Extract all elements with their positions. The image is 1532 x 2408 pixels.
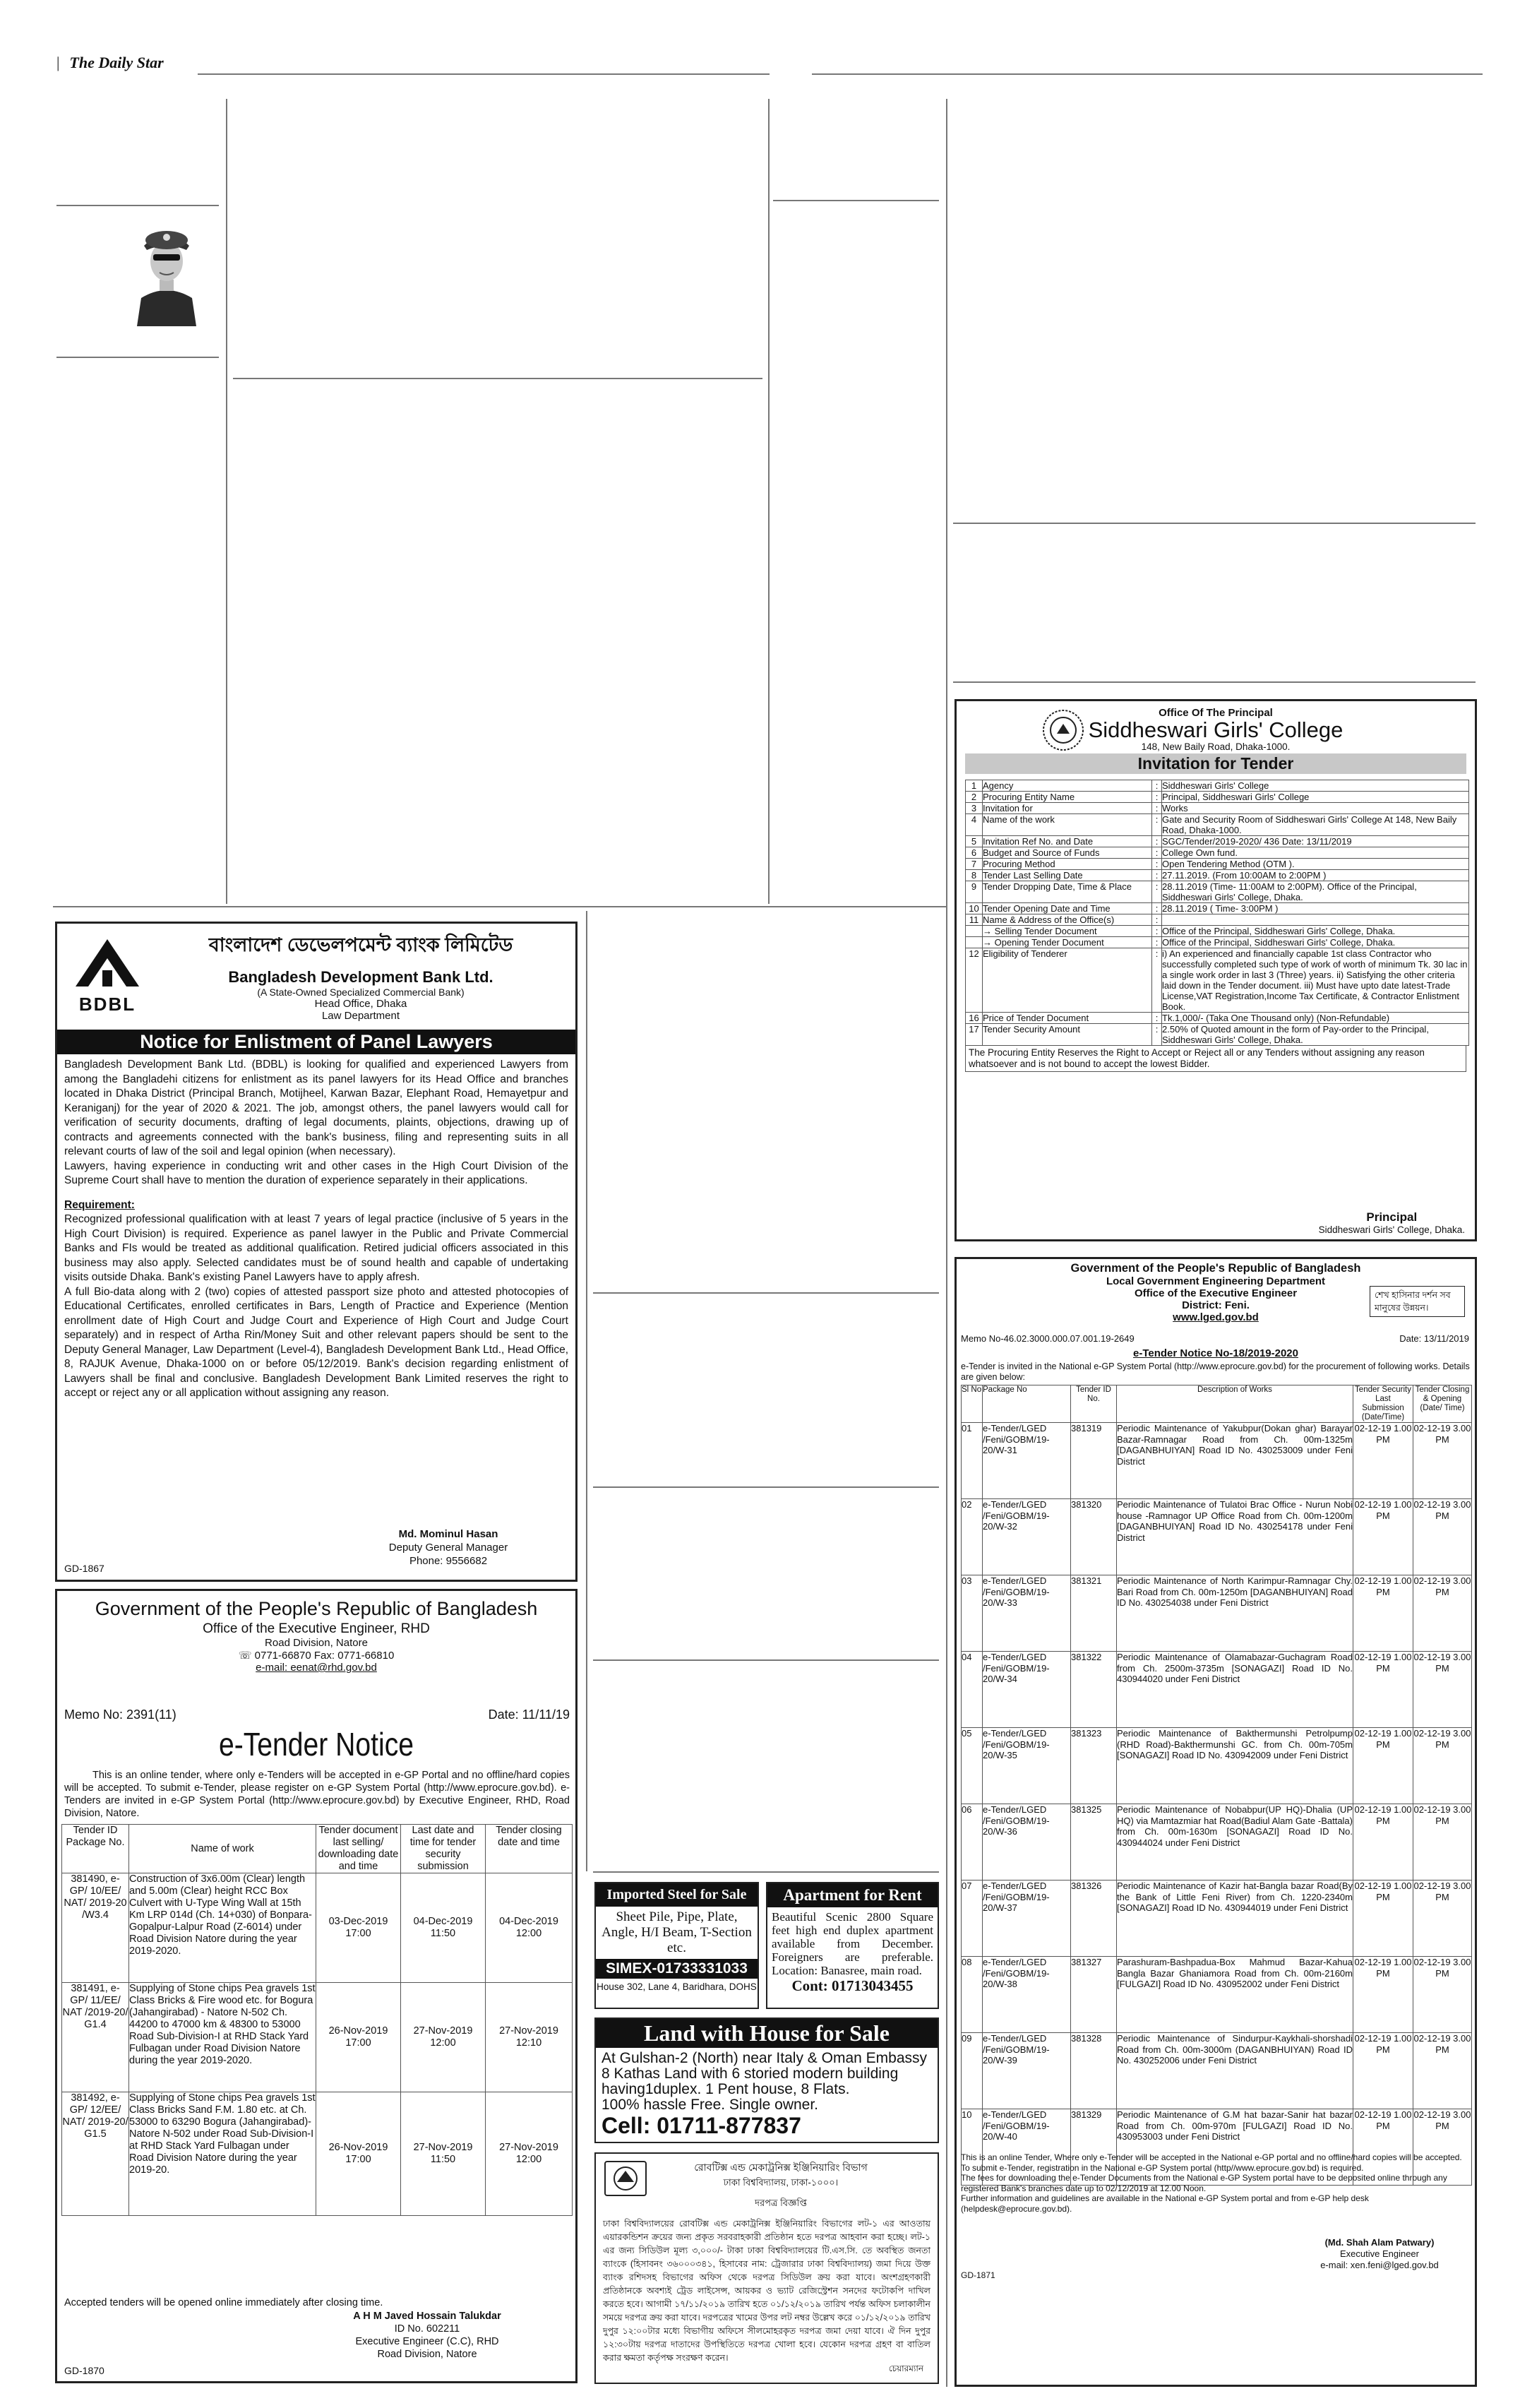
lged-security-date: 02-12-19 1.00 PM bbox=[1353, 2109, 1413, 2186]
sgc-row-value: Open Tendering Method (OTM ). bbox=[1162, 859, 1469, 870]
sgc-row-number: 2 bbox=[966, 792, 983, 803]
land-title: Land with House for Sale bbox=[596, 2019, 938, 2048]
table-row bbox=[962, 1880, 1472, 1957]
rhd-id: 381490, e-GP/ 10/EE/ NAT/ 2019-20 /W3.4 bbox=[62, 1873, 129, 1983]
rhd-id: 381491, e-GP/ 11/EE/ NAT /2019-20/ G1.4 bbox=[62, 1983, 129, 2092]
rhd-memo: Memo No: 2391(11) bbox=[64, 1707, 176, 1722]
sgc-row-label: Agency bbox=[983, 780, 1152, 792]
rhd-sell: 26-Nov-2019 17:00 bbox=[316, 2092, 401, 2216]
lged-intro: e-Tender is invited in the National e-GP System Portal (http://www.eprocure.gov.bd) for the procurement of following works. Details are given below: bbox=[961, 1361, 1470, 1382]
steel-phone: SIMEX-01733331033 bbox=[596, 1959, 758, 1979]
sgc-row-label: Tender Security Amount bbox=[983, 1024, 1152, 1046]
rhd-signer-id: ID No. 602211 bbox=[394, 2323, 460, 2335]
rhd-col-header: Last date and time for tender security submission bbox=[401, 1825, 486, 1873]
lged-col-header: Tender ID No. bbox=[1071, 1385, 1117, 1423]
rhd-e-tender-ad bbox=[55, 1589, 578, 2383]
du-signer: চেয়ারম্যান bbox=[888, 2364, 923, 2373]
table-row bbox=[62, 1983, 573, 2092]
table-row bbox=[966, 814, 1469, 836]
lged-signer-title: Executive Engineer bbox=[1339, 2248, 1419, 2259]
lged-sl: 04 bbox=[962, 1652, 983, 1728]
bdbl-heading: Notice for Enlistment of Panel Lawyers bbox=[57, 1030, 575, 1054]
apartment-classified-ad bbox=[766, 1882, 939, 2009]
bdbl-requirement-label: Requirement: bbox=[64, 1198, 135, 1211]
lged-dept: Local Government Engineering Department bbox=[1106, 1275, 1326, 1287]
lged-package: e-Tender/LGED /Feni/GOBM/19-20/W-37 bbox=[983, 1880, 1071, 1957]
lged-closing-date: 02-12-19 3.00 PM bbox=[1413, 2109, 1472, 2186]
rule bbox=[593, 1486, 939, 1488]
lged-description: Periodic Maintenance of Nobabpur(UP HQ)-Dhalia (UP HQ) via Mamtazmiar hat Road(Badiul Alam Gate -Battala) from Ch. 00m-1630m [SONAGAZI] Road ID No. 430944024 under Feni District bbox=[1117, 1804, 1353, 1880]
sgc-row-value: Siddheswari Girls' College bbox=[1162, 780, 1469, 792]
sgc-row-number: 5 bbox=[966, 836, 983, 847]
lged-sl: 07 bbox=[962, 1880, 983, 1957]
sgc-row-number: 7 bbox=[966, 859, 983, 870]
colon-separator: : bbox=[1152, 937, 1162, 948]
colon-separator: : bbox=[1152, 1013, 1162, 1024]
top-rule-right bbox=[812, 73, 1483, 75]
steel-body: Sheet Pile, Pipe, Plate, Angle, H/I Beam, T-Section etc. bbox=[602, 1909, 752, 1955]
lged-package: e-Tender/LGED /Feni/GOBM/19-20/W-33 bbox=[983, 1575, 1071, 1652]
sgc-row-label: Invitation for bbox=[983, 803, 1152, 814]
land-line: 8 Kathas Land with 6 storied modern building having1duplex. 1 Pent house, 8 Flats. bbox=[602, 2066, 899, 2097]
lged-col-header: Sl No bbox=[962, 1385, 983, 1423]
lged-closing-date: 02-12-19 3.00 PM bbox=[1413, 1804, 1472, 1880]
sgc-row-value bbox=[1162, 914, 1469, 926]
table-row bbox=[62, 2092, 573, 2216]
rule bbox=[593, 1871, 939, 1873]
column-rule bbox=[946, 99, 947, 2387]
lged-web: www.lged.gov.bd bbox=[1173, 1311, 1259, 1323]
lged-memo: Memo No-46.02.3000.000.07.001.19-2649 bbox=[961, 1333, 1135, 1344]
table-row bbox=[966, 859, 1469, 870]
colon-separator: : bbox=[1152, 859, 1162, 870]
bdbl-office: Head Office, Dhaka bbox=[314, 998, 407, 1010]
sgc-row-number: 11 bbox=[966, 914, 983, 926]
lged-note: To submit e-Tender, registration in the National e-GP System portal (http//www.eprocure.gov.bd) is required. bbox=[961, 2162, 1364, 2173]
rhd-col-header: Tender document last selling/ downloading date and time bbox=[316, 1825, 401, 1873]
colon-separator: : bbox=[1152, 847, 1162, 859]
rule bbox=[953, 523, 1476, 524]
rhd-intro: This is an online tender, where only e-Tenders will be accepted in e-GP Portal and no offline/hard copies will be accepted. To submit e-Tender, please register on e-GP System Portal (http://www.eprocure.gov.bd). e-Tenders are invited in e-GP System Portal (http://www.eprocure.gov.bd) by Executive Engineer, RHD, Road Division, Natore. bbox=[64, 1770, 570, 1819]
lged-tender-id: 381327 bbox=[1071, 1957, 1117, 2033]
lged-security-date: 02-12-19 1.00 PM bbox=[1353, 1804, 1413, 1880]
sgc-row-value: Gate and Security Room of Siddheswari Girls' College At 148, New Baily Road, Dhaka-1000. bbox=[1162, 814, 1469, 836]
lged-tender-id: 381322 bbox=[1071, 1652, 1117, 1728]
table-row bbox=[966, 1013, 1469, 1024]
rhd-sell: 03-Dec-2019 17:00 bbox=[316, 1873, 401, 1983]
rule bbox=[53, 906, 946, 907]
sgc-row-value: SGC/Tender/2019-2020/ 436 Date: 13/11/2019 bbox=[1162, 836, 1469, 847]
sgc-signer-org: Siddheswari Girls' College, Dhaka. bbox=[1318, 1224, 1465, 1235]
sgc-row-label: Price of Tender Document bbox=[983, 1013, 1152, 1024]
lged-closing-date: 02-12-19 3.00 PM bbox=[1413, 1728, 1472, 1804]
lged-note: The fees for downloading the e-Tender Documents from the National e-GP System portal have to be deposited online through any registered Bank's branches date up to 02/12/2019 at 12.00 Noon. bbox=[961, 2173, 1447, 2193]
sgc-row-value: Office of the Principal, Siddheswari Girls' College, Dhaka. bbox=[1162, 926, 1469, 937]
lged-note: This is an online Tender, Where only e-Tender will be accepted in the National e-GP portal and no offline/hard copies will be accepted. bbox=[961, 2152, 1462, 2162]
sgc-row-number: 17 bbox=[966, 1024, 983, 1046]
colon-separator: : bbox=[1152, 836, 1162, 847]
rule bbox=[56, 205, 219, 206]
sgc-row-number: 1 bbox=[966, 780, 983, 792]
lged-sl: 09 bbox=[962, 2033, 983, 2109]
gd-number: GD-1870 bbox=[64, 2365, 104, 2376]
bdbl-logo-text: BDBL bbox=[78, 994, 136, 1015]
bdbl-logo bbox=[68, 934, 146, 1015]
lged-col-header: Package No bbox=[983, 1385, 1071, 1423]
lged-table bbox=[961, 1385, 1472, 2186]
sgc-row-number: 12 bbox=[966, 948, 983, 1013]
sgc-row-label: Eligibility of Tenderer bbox=[983, 948, 1152, 1013]
rhd-security: 04-Dec-2019 11:50 bbox=[401, 1873, 486, 1983]
rhd-signer-title: Executive Engineer (C.C), RHD bbox=[355, 2336, 499, 2347]
lged-security-date: 02-12-19 1.00 PM bbox=[1353, 1575, 1413, 1652]
lged-package: e-Tender/LGED /Feni/GOBM/19-20/W-32 bbox=[983, 1499, 1071, 1575]
colon-separator: : bbox=[1152, 881, 1162, 903]
lged-security-date: 02-12-19 1.00 PM bbox=[1353, 1499, 1413, 1575]
table-row bbox=[962, 1957, 1472, 2033]
lged-security-date: 02-12-19 1.00 PM bbox=[1353, 1652, 1413, 1728]
steel-title: Imported Steel for Sale bbox=[596, 1883, 758, 1907]
sgc-row-value: Principal, Siddheswari Girls' College bbox=[1162, 792, 1469, 803]
bdbl-paragraph: A full Bio-data along with 2 (two) copies of attested passport size photo and attested photocopies of Educational Certificates, enrolled certificates in Bars, Length of Practice and Experience (Mention enrollment date of High Court and Judge Court and Experience of High Court and Judge Court separately) and in respect of Artha Rin/Money Suit and other relevant papers should be sent to the Deputy General Manager, Law Department (Level-4), Bangladesh Development Bank Ltd., Head Office, 8, RAJUK Avenue, Dhaka-1000 on or before 05/12/2019. Bank's decision regarding enlistment of Lawyers shall be final and conclusive. Bangladesh Development Bank Limited reserves the right to accept or reject any or all application without assigning any reason. bbox=[64, 1285, 568, 1399]
rhd-tel: ☏ 0771-66870 Fax: 0771-66810 bbox=[238, 1650, 395, 1662]
land-line: 100% hassle Free. Single owner. bbox=[602, 2097, 819, 2113]
rhd-col-header: Name of work bbox=[129, 1825, 316, 1873]
lged-tender-id: 381323 bbox=[1071, 1728, 1117, 1804]
lged-security-date: 02-12-19 1.00 PM bbox=[1353, 2033, 1413, 2109]
du-seal bbox=[604, 2161, 647, 2196]
lged-tender-id: 381319 bbox=[1071, 1423, 1117, 1499]
lged-slogan: শেখ হাসিনার দর্শন সব মানুষের উন্নয়ন। bbox=[1370, 1286, 1465, 1317]
table-row bbox=[962, 2033, 1472, 2109]
table-row bbox=[966, 937, 1469, 948]
lged-closing-date: 02-12-19 3.00 PM bbox=[1413, 1499, 1472, 1575]
lged-closing-date: 02-12-19 3.00 PM bbox=[1413, 1957, 1472, 2033]
lged-signer: (Md. Shah Alam Patwary) bbox=[1324, 2237, 1435, 2248]
rhd-signer-div: Road Division, Natore bbox=[377, 2349, 477, 2360]
steel-classified-ad bbox=[594, 1882, 759, 2009]
lged-tender-id: 381329 bbox=[1071, 2109, 1117, 2186]
lged-package: e-Tender/LGED /Feni/GOBM/19-20/W-38 bbox=[983, 1957, 1071, 2033]
bdbl-bangla-name: বাংলাদেশ ডেভেলপমেন্ট ব্যাংক লিমিটেড bbox=[208, 934, 513, 955]
lged-sl: 10 bbox=[962, 2109, 983, 2186]
rhd-table bbox=[61, 1824, 573, 2216]
du-sub: ঢাকা বিশ্ববিদ্যালয়, ঢাকা-১০০০। bbox=[723, 2177, 839, 2188]
colon-separator: : bbox=[1152, 803, 1162, 814]
sgc-row-value: College Own fund. bbox=[1162, 847, 1469, 859]
sgc-row-label: Invitation Ref No. and Date bbox=[983, 836, 1152, 847]
lged-sl: 06 bbox=[962, 1804, 983, 1880]
sgc-row-number: 16 bbox=[966, 1013, 983, 1024]
lged-closing-date: 02-12-19 3.00 PM bbox=[1413, 1575, 1472, 1652]
sgc-row-value: 2.50% of Quoted amount in the form of Pay-order to the Principal, Siddheswari Girls' College, Dhaka. bbox=[1162, 1024, 1469, 1046]
sgc-row-value: i) An experienced and financially capable 1st class Contractor who successfully completed such type of work of worth of minimum Tk. 30 lac in a single work order in last 3 (Three) years. ii) Satisfying the other criteria laid down in the Tender document. iii) Must have upto date latest-Trade License,VAT Registration,Income Tax Certificate, & Contractor Enlistment Book. bbox=[1162, 948, 1468, 1012]
du-title: রোবটিক্স এন্ড মেকাট্রনিক্স ইঞ্জিনিয়ারিং বিভাগ bbox=[694, 2162, 868, 2173]
column-rule bbox=[586, 911, 587, 1871]
lged-tender-ad bbox=[954, 1257, 1477, 2387]
rhd-office: Office of the Executive Engineer, RHD bbox=[203, 1621, 430, 1636]
sgc-heading: Invitation for Tender bbox=[965, 753, 1466, 774]
sgc-row-label: Tender Last Selling Date bbox=[983, 870, 1152, 881]
sgc-name: Siddheswari Girls' College bbox=[1088, 717, 1344, 742]
colon-separator: : bbox=[1152, 780, 1162, 792]
rhd-date: Date: 11/11/19 bbox=[488, 1707, 570, 1722]
rhd-work: Supplying of Stone chips Pea gravels 1st Class Bricks & Fire wood etc. for Bogura (Jahangirabad) - Natore N-502 Ch. 44200 to 47000 km & 48300 to 53000 Road Sub-Division-I at RHD Stack Yard Fulbagan under Road Division Natore during the year 2019-2020. bbox=[129, 1983, 316, 2092]
lged-tender-id: 381321 bbox=[1071, 1575, 1117, 1652]
lged-security-date: 02-12-19 1.00 PM bbox=[1353, 1880, 1413, 1957]
lged-tender-id: 381325 bbox=[1071, 1804, 1117, 1880]
lged-security-date: 02-12-19 1.00 PM bbox=[1353, 1957, 1413, 2033]
rhd-security: 27-Nov-2019 11:50 bbox=[401, 2092, 486, 2216]
apartment-body: Beautiful Scenic 2800 Square feet high end duplex apartment available from December. Foreigners are preferable. Location: Banasree, main road. bbox=[772, 1910, 933, 1977]
lged-description: Periodic Maintenance of Tulatoi Brac Office - Nurun Nobi house -Ramnagor UP Office Road from Ch. 00m-1200m [DAGANBHUIYAN] Road ID No. 430254178 under Feni District bbox=[1117, 1499, 1353, 1575]
table-row bbox=[62, 1873, 573, 1983]
land-cell: Cell: 01711-877837 bbox=[602, 2113, 801, 2138]
rule bbox=[953, 681, 1476, 683]
rhd-closing: 04-Dec-2019 12:00 bbox=[486, 1873, 573, 1983]
lged-closing-date: 02-12-19 3.00 PM bbox=[1413, 1880, 1472, 1957]
table-row bbox=[966, 914, 1469, 926]
rhd-division: Road Division, Natore bbox=[265, 1637, 368, 1649]
sgc-row-value: Office of the Principal, Siddheswari Girls' College, Dhaka. bbox=[1162, 937, 1469, 948]
masthead: | The Daily Star bbox=[56, 54, 164, 71]
rule bbox=[593, 1292, 939, 1294]
du-heading: দরপত্র বিজ্ঞপ্তি bbox=[755, 2198, 807, 2208]
steel-address: House 302, Lane 4, Baridhara, DOHS bbox=[597, 1981, 757, 1992]
sgc-address: 148, New Baily Road, Dhaka-1000. bbox=[1141, 741, 1291, 752]
rhd-closing: 27-Nov-2019 12:10 bbox=[486, 1983, 573, 2092]
rhd-email: e-mail: eenat@rhd.gov.bd bbox=[256, 1662, 377, 1674]
colon-separator: : bbox=[1152, 903, 1162, 914]
land-line: At Gulshan-2 (North) near Italy & Oman Embassy bbox=[602, 2050, 928, 2066]
lged-tender-id: 381326 bbox=[1071, 1880, 1117, 1957]
table-row bbox=[966, 870, 1469, 881]
sgc-row-number: 6 bbox=[966, 847, 983, 859]
rhd-heading: e-Tender Notice bbox=[218, 1726, 414, 1763]
table-row bbox=[962, 1804, 1472, 1880]
bdbl-panel-lawyers-ad bbox=[55, 922, 578, 1582]
sgc-tender-ad bbox=[954, 699, 1477, 1241]
lged-description: Periodic Maintenance of Kazir hat-Bangla bazar Road(By the Bank of Little Feni River) from Ch. 1220-2340m [SONAGAZI] Road ID No. 430944019 under Feni District bbox=[1117, 1880, 1353, 1957]
rhd-work: Supplying of Stone chips Pea gravels 1st Class Bricks Sand F.M. 1.80 etc. at Ch. 53000 to 63290 Bogura (Jahangirabad)-Natore N-502 under Road Sub-Division-I at RHD Stack Yard Fulbagan under Road Division Natore during the year 2019-20. bbox=[129, 2092, 316, 2216]
rhd-col-header: Tender ID Package No. bbox=[62, 1825, 129, 1873]
sgc-row-label: Procuring Entity Name bbox=[983, 792, 1152, 803]
lged-date: Date: 13/11/2019 bbox=[1399, 1333, 1469, 1344]
table-row bbox=[962, 1499, 1472, 1575]
lged-description: Periodic Maintenance of Yakubpur(Dokan ghar) Barayar Bazar-Ramnagar Road from Ch. 00m-1325m [DAGANBHUIYAN] Road ID No. 430253009 under Feni District bbox=[1117, 1423, 1353, 1499]
du-body: ঢাকা বিশ্ববিদ্যালয়ের রোবটিক্স এন্ড মেকাট্রনিক্স ইঞ্জিনিয়ারিং বিভাগের লট-১ এর আওতায় এয়ারকন্ডিশন ক্রয়ের জন্য প্রকৃত সরবরাহকারী প্রতিষ্ঠান হতে দরপত্র আহবান করা হচ্ছে। লট-১ এর জন্য সিডিউল মূল্য ৩,০০০/- টাকা ঢাকা বিশ্ববিদ্যালয়ের টি.এস.সি. তে অবস্থিত জনতা ব্যাংকে (হিসাবনং ৩৬০০০৩৪১, হিসাবের নাম: ট্রেজারার ঢাকা বিশ্ববিদ্যালয়) জমা দিয়ে উক্ত ব্যাংক রশিদসহ বিভাগের অফিস থেকে দরপত্র সিডিউল ক্রয় করা যাবে। অংশগ্রহণকারী প্রতিষ্ঠানকে অবশ্যই ট্রেড লাইসেন্স, আয়কর ও ভ্যাট রেজিস্ট্রেশন সনদের ফটোকপি দাখিল করতে হবে। আগামী ১৭/১১/২০১৯ তারিখ হতে ০১/১২/২০১৯ তারিখ পর্যন্ত অফিস চলাকালীন সময়ে দরপত্র ক্রয় করা যাবে। দরপত্রের খামের উপর লট নম্বর উল্লেখ করে ০১/১২/২০১৯ তারিখ দুপুর ১২:০০টার মধ্যে বিভাগীয় অফিসে সীলমোহরকৃত দরপত্র জমা দেয়া যাবে। ঐ দিন দুপুর ১২:৩০টায় দরপত্র দাতাদের উপস্থিতিতে দরপত্র খোলা হবে। যেকোন দরপত্র গ্রহণ বা বাতিল করার ক্ষমতা কর্তৃপক্ষ সংরক্ষণ করেন। bbox=[603, 2219, 930, 2363]
table-row bbox=[962, 1728, 1472, 1804]
sgc-row-number: 3 bbox=[966, 803, 983, 814]
table-row bbox=[966, 926, 1469, 937]
lged-description: Periodic Maintenance of Sindurpur-Kaykhali-shorshadi Road from Ch. 00m-3000m (DAGANBHUIYAN) Road ID No. 430252006 under Feni District bbox=[1117, 2033, 1353, 2109]
sgc-row-value: Works bbox=[1162, 803, 1469, 814]
sgc-row-value: Tk.1,000/- (Taka One Thousand only) (Non-Refundable) bbox=[1162, 1013, 1469, 1024]
lged-description: Parashuram-Bashpadua-Box Mahmud Bazar-Kahua Bangla Bazar Ghaniamora Road from Ch. 00m-2160m [FULGAZI] Road ID No. 430952002 under Feni District bbox=[1117, 1957, 1353, 2033]
lged-package: e-Tender/LGED /Feni/GOBM/19-20/W-39 bbox=[983, 2033, 1071, 2109]
table-row bbox=[966, 803, 1469, 814]
sgc-row-number bbox=[966, 937, 983, 948]
lged-description: Periodic Maintenance of North Karimpur-Ramnagar Chy. Bari Road from Ch. 00m-1250m [DAGANBHUIYAN] Road ID No. 430254038 under Feni District bbox=[1117, 1575, 1353, 1652]
bdbl-signer: Md. Mominul Hasan bbox=[398, 1528, 498, 1540]
sgc-row-value: 27.11.2019. (From 10:00AM to 2:00PM ) bbox=[1162, 870, 1469, 881]
lged-description: Periodic Maintenance of Bakthermunshi Petrolpump (RHD Road)-Bakthermunshi GC. from Ch. 00m-705m [SONAGAZI] Road ID No. 430942009 under Feni District bbox=[1117, 1728, 1353, 1804]
sgc-row-label: Name of the work bbox=[983, 814, 1152, 836]
lged-sl: 03 bbox=[962, 1575, 983, 1652]
lged-tender-id: 381320 bbox=[1071, 1499, 1117, 1575]
table-row bbox=[966, 792, 1469, 803]
lged-package: e-Tender/LGED /Feni/GOBM/19-20/W-36 bbox=[983, 1804, 1071, 1880]
rhd-note: Accepted tenders will be opened online immediately after closing time. bbox=[64, 2297, 383, 2308]
sgc-signer: Principal bbox=[1366, 1210, 1418, 1224]
table-row bbox=[966, 847, 1469, 859]
lged-sl: 02 bbox=[962, 1499, 983, 1575]
rhd-closing: 27-Nov-2019 12:00 bbox=[486, 2092, 573, 2216]
lged-col-header: Description of Works bbox=[1117, 1385, 1353, 1423]
rhd-work: Construction of 3x6.00m (Clear) length and 5.00m (Clear) height RCC Box Culvert with U-Type Wing Wall at 15th Km LRP 014d (Ch. 14+030) of Bonpara-Gopalpur-Lalpur Road (Z-6014) under Road Division Natore during the year 2019-2020. bbox=[129, 1873, 316, 1983]
bdbl-phone: Phone: 9556682 bbox=[409, 1555, 488, 1567]
sgc-row-number: 10 bbox=[966, 903, 983, 914]
sgc-row-label: Procuring Method bbox=[983, 859, 1152, 870]
rule bbox=[233, 378, 762, 379]
rhd-col-header: Tender closing date and time bbox=[486, 1825, 573, 1873]
rhd-gov: Government of the People's Republic of Bangladesh bbox=[95, 1598, 538, 1619]
lged-description: Periodic Maintenance of G.M hat bazar-Sanir hat bazar Road from Ch. 00m-970m [FULGAZI] Road ID No. 430953003 under Feni District bbox=[1117, 2109, 1353, 2186]
colon-separator: : bbox=[1152, 914, 1162, 926]
colon-separator: : bbox=[1152, 948, 1162, 1013]
rhd-sell: 26-Nov-2019 17:00 bbox=[316, 1983, 401, 2092]
sgc-row-label: Budget and Source of Funds bbox=[983, 847, 1152, 859]
apartment-contact: Cont: 01713043455 bbox=[791, 1977, 914, 1994]
table-row bbox=[966, 1024, 1469, 1046]
table-row bbox=[962, 1652, 1472, 1728]
lged-security-date: 02-12-19 1.00 PM bbox=[1353, 1728, 1413, 1804]
bdbl-name: Bangladesh Development Bank Ltd. bbox=[228, 968, 493, 986]
du-tender-ad bbox=[594, 2152, 939, 2384]
rule bbox=[773, 200, 939, 201]
lged-col-header: Tender Closing & Opening (Date/ Time) bbox=[1413, 1385, 1472, 1423]
table-row bbox=[962, 1575, 1472, 1652]
lged-signer-email: e-mail: xen.feni@lged.gov.bd bbox=[1320, 2260, 1439, 2270]
table-row bbox=[966, 881, 1469, 903]
sgc-row-label: Tender Opening Date and Time bbox=[983, 903, 1152, 914]
portrait-photo bbox=[134, 213, 199, 326]
lged-package: e-Tender/LGED /Feni/GOBM/19-20/W-35 bbox=[983, 1728, 1071, 1804]
sgc-table bbox=[965, 780, 1469, 1046]
lged-closing-date: 02-12-19 3.00 PM bbox=[1413, 1423, 1472, 1499]
sgc-row-number bbox=[966, 926, 983, 937]
table-row bbox=[966, 780, 1469, 792]
column-rule bbox=[226, 99, 227, 904]
sgc-row-label: → Selling Tender Document bbox=[983, 926, 1152, 937]
lged-gov: Government of the People's Republic of Bangladesh bbox=[1070, 1262, 1361, 1275]
lged-district: District: Feni. bbox=[1182, 1299, 1250, 1311]
lged-heading: e-Tender Notice No-18/2019-2020 bbox=[1133, 1347, 1298, 1359]
bdbl-paragraph: Lawyers, having experience in conducting writ and other cases in the High Court Division of the Supreme Court shall have to mention the duration of experience separately in their applications. bbox=[64, 1160, 568, 1186]
table-row bbox=[962, 1423, 1472, 1499]
bdbl-subtitle: (A State-Owned Specialized Commercial Bank) bbox=[257, 987, 465, 998]
bdbl-paragraph: Bangladesh Development Bank Ltd. (BDBL) is looking for qualified and experienced Lawyers from among the Bangladehi citizens for enlistment as its panel lawyers for its Head Office and branches located in Dhaka District (Principal Branch, Motijheel, Karwan Bazar, Elephant Road, Hemayetpur and Keraniganj) for the year of 2020 & 2021. The job, amongst others, the panel lawyers would call for verification of security documents, drafting of legal documents, plaints, objections, drawing up of contracts and agreements connected with the bank's business, filing and representing suits in all relevant courts of law of the soil and legal opinion (when necessary). bbox=[64, 1059, 568, 1157]
sgc-row-label: Name & Address of the Office(s) bbox=[983, 914, 1152, 926]
colon-separator: : bbox=[1152, 870, 1162, 881]
sgc-row-value: 28.11.2019 (Time- 11:00AM to 2:00PM). Office of the Principal, Siddheswari Girls' College, Dhaka. bbox=[1162, 881, 1469, 903]
colon-separator: : bbox=[1152, 814, 1162, 836]
bdbl-signer-title: Deputy General Manager bbox=[388, 1542, 508, 1554]
sgc-row-number: 8 bbox=[966, 870, 983, 881]
sgc-row-label: → Opening Tender Document bbox=[983, 937, 1152, 948]
colon-separator: : bbox=[1152, 1024, 1162, 1046]
lged-description: Periodic Maintenance of Olamabazar-Guchagram Road from Ch. 2500m-3735m [SONAGAZI] Road ID No. 430944020 under Feni District bbox=[1117, 1652, 1353, 1728]
lged-tender-id: 381328 bbox=[1071, 2033, 1117, 2109]
lged-closing-date: 02-12-19 3.00 PM bbox=[1413, 2033, 1472, 2109]
lged-note: Further information and guidelines are available in the National e-GP System portal and from e-GP help desk (helpdesk@eprocure.gov.bd). bbox=[961, 2193, 1369, 2214]
apartment-title: Apartment for Rent bbox=[767, 1883, 938, 1907]
lged-package: e-Tender/LGED /Feni/GOBM/19-20/W-31 bbox=[983, 1423, 1071, 1499]
rule bbox=[56, 357, 219, 358]
lged-closing-date: 02-12-19 3.00 PM bbox=[1413, 1652, 1472, 1728]
gd-number: GD-1871 bbox=[961, 2270, 995, 2280]
table-row bbox=[966, 948, 1469, 1013]
sgc-logo bbox=[1041, 708, 1085, 752]
land-classified-ad bbox=[594, 2017, 939, 2143]
table-row bbox=[966, 836, 1469, 847]
lged-sl: 08 bbox=[962, 1957, 983, 2033]
lged-sl: 05 bbox=[962, 1728, 983, 1804]
lged-security-date: 02-12-19 1.00 PM bbox=[1353, 1423, 1413, 1499]
rhd-id: 381492, e-GP/ 12/EE/ NAT/ 2019-20/ G1.5 bbox=[62, 2092, 129, 2216]
lged-package: e-Tender/LGED /Feni/GOBM/19-20/W-34 bbox=[983, 1652, 1071, 1728]
sgc-row-value: 28.11.2019 ( Time- 3:00PM ) bbox=[1162, 903, 1469, 914]
lged-package: e-Tender/LGED /Feni/GOBM/19-20/W-40 bbox=[983, 2109, 1071, 2186]
gd-number: GD-1867 bbox=[64, 1563, 104, 1574]
bdbl-dept: Law Department bbox=[321, 1010, 400, 1022]
sgc-office: Office Of The Principal bbox=[1159, 707, 1273, 719]
lged-sl: 01 bbox=[962, 1423, 983, 1499]
column-rule bbox=[768, 99, 770, 904]
top-rule-left bbox=[198, 73, 770, 75]
colon-separator: : bbox=[1152, 926, 1162, 937]
sgc-row-number: 4 bbox=[966, 814, 983, 836]
lged-col-header: Tender Security Last Submission (Date/Time) bbox=[1353, 1385, 1413, 1423]
rhd-signer: A H M Javed Hossain Talukdar bbox=[353, 2311, 501, 2322]
lged-office: Office of the Executive Engineer bbox=[1134, 1287, 1298, 1299]
sgc-footer: The Procuring Entity Reserves the Right to Accept or Reject all or any Tenders without assigning any reason whatsoever and is not bound to accept the lowest Bidder. bbox=[965, 1046, 1466, 1072]
bdbl-paragraph: Recognized professional qualification with at least 7 years of legal practice (inclusive of 5 years in the High Court Division) is required. Experience as panel lawyer in the Public and Private Commercial Banks and FIs would be treated as additional qualification. Retired judicial officers associated in this business may also apply. Selected candidates must be of sound health and capable of undertaking visits outside Dhaka. Bank's existing Panel Lawyers have to apply afresh. bbox=[64, 1213, 568, 1283]
table-row bbox=[966, 903, 1469, 914]
sgc-row-number: 9 bbox=[966, 881, 983, 903]
colon-separator: : bbox=[1152, 792, 1162, 803]
rule bbox=[593, 1659, 939, 1661]
sgc-row-label: Tender Dropping Date, Time & Place bbox=[983, 881, 1152, 903]
rhd-security: 27-Nov-2019 12:00 bbox=[401, 1983, 486, 2092]
